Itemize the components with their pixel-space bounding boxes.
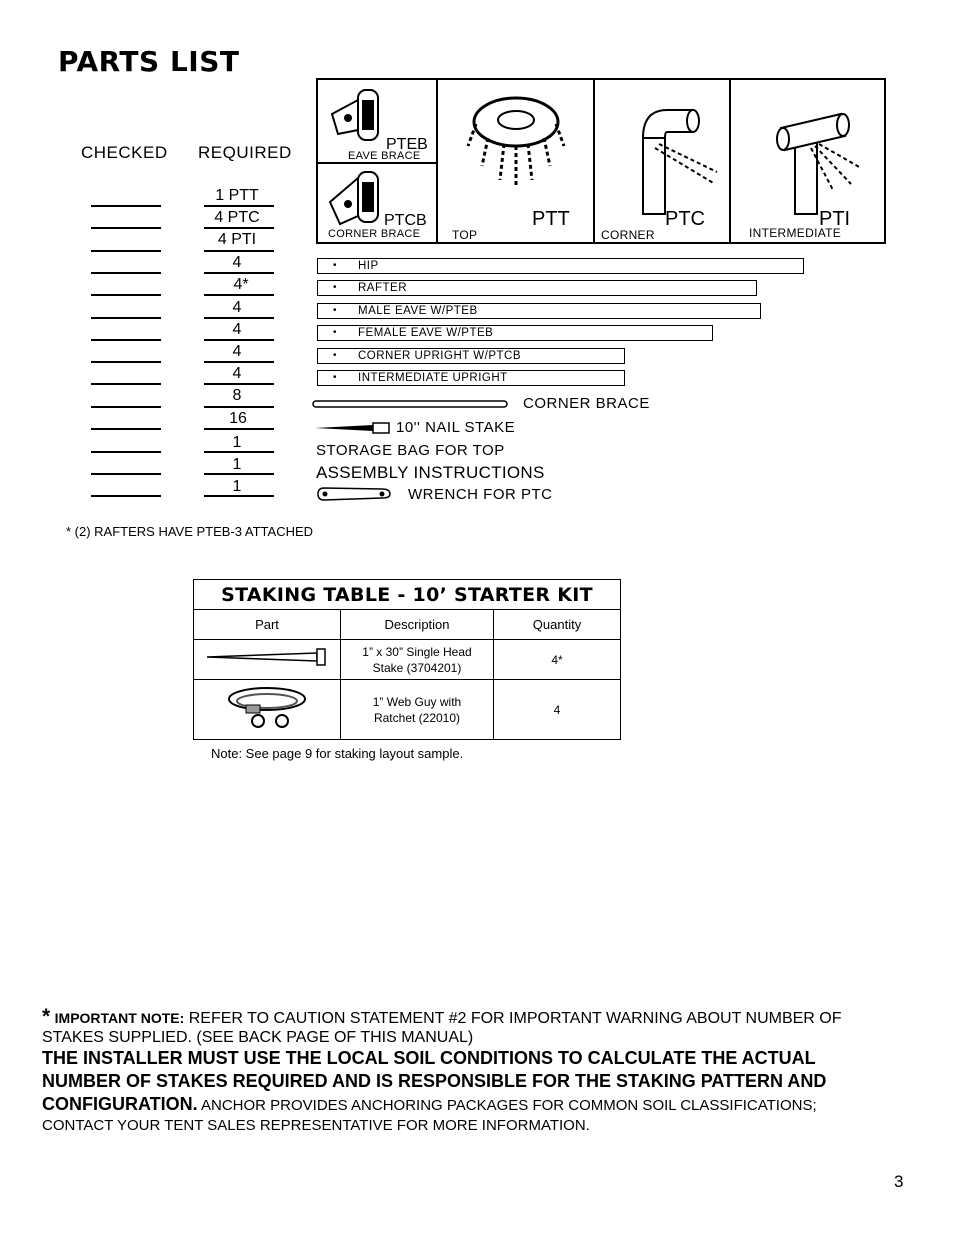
- pteb-box: [316, 78, 438, 164]
- checkbox-line[interactable]: [91, 451, 161, 453]
- pole-dot: •: [333, 372, 338, 383]
- checkbox-line[interactable]: [91, 406, 161, 408]
- required-header: REQUIRED: [198, 143, 292, 162]
- page-number: 3: [894, 1172, 904, 1191]
- ptcb-code: PTCB: [384, 212, 427, 229]
- anchor-text: CONTACT YOUR TENT SALES REPRESENTATIVE FOR MORE INFORMATION.: [42, 1117, 590, 1134]
- pole-label: HIP: [358, 260, 379, 272]
- pole-dot: •: [333, 350, 338, 361]
- installer-warning: THE INSTALLER MUST USE THE LOCAL SOIL CONDITIONS TO CALCULATE THE ACTUAL: [42, 1048, 816, 1068]
- checkbox-line[interactable]: [91, 339, 161, 341]
- required-qty: 4 PTC: [214, 209, 260, 226]
- anchor-text: ANCHOR PROVIDES ANCHORING PACKAGES FOR COMMON SOIL CLASSIFICATIONS;: [197, 1097, 817, 1114]
- staking-note: Note: See page 9 for staking layout sample.: [211, 746, 464, 761]
- pole-label: MALE EAVE W/PTEB: [358, 305, 478, 317]
- staking-table: [193, 579, 621, 740]
- quantity-cell: 4: [494, 680, 621, 740]
- required-qty: 4: [232, 343, 242, 360]
- table-row: [194, 680, 621, 740]
- intermediate-fitting-icon: [751, 88, 881, 218]
- required-qty: 1: [232, 434, 242, 451]
- pole-dot: •: [333, 327, 338, 338]
- pti-label: INTERMEDIATE: [749, 226, 842, 240]
- checkbox-line[interactable]: [91, 250, 161, 252]
- col-header-quantity: Quantity: [494, 610, 621, 640]
- important-label: IMPORTANT NOTE:: [54, 1010, 185, 1026]
- required-qty: 1: [232, 478, 242, 495]
- pole-label: INTERMEDIATE UPRIGHT: [358, 372, 508, 384]
- part-image-cell: [194, 640, 341, 680]
- required-qty: 4*: [233, 276, 249, 293]
- required-qty: 1 PTT: [215, 187, 259, 204]
- required-underline: [204, 272, 274, 274]
- nail-stake-label: 10'' NAIL STAKE: [396, 419, 516, 436]
- required-underline: [204, 406, 274, 408]
- required-underline: [204, 227, 274, 229]
- storage-bag-label: STORAGE BAG FOR TOP: [316, 442, 505, 459]
- pteb-code: PTEB: [386, 136, 428, 153]
- wrench-icon: [316, 486, 392, 502]
- installer-warning: CONFIGURATION.: [42, 1094, 198, 1114]
- description-line: Ratchet (22010): [373, 710, 461, 725]
- required-qty: 16: [229, 410, 247, 427]
- checkbox-line[interactable]: [91, 205, 161, 207]
- checkbox-line[interactable]: [91, 473, 161, 475]
- required-qty: 4: [232, 321, 242, 338]
- required-qty: 4: [232, 365, 242, 382]
- required-underline: [204, 361, 274, 363]
- col-header-part: Part: [194, 610, 341, 640]
- required-qty: 4: [232, 299, 242, 316]
- important-text: REFER TO CAUTION STATEMENT #2 FOR IMPORTANT WARNING ABOUT NUMBER OF: [184, 1010, 842, 1027]
- ptc-code: PTC: [665, 208, 705, 230]
- ptt-box: [436, 78, 595, 244]
- checked-header: CHECKED: [81, 143, 168, 162]
- description-line: 1” Web Guy with: [372, 694, 462, 709]
- assembly-label: ASSEMBLY INSTRUCTIONS: [316, 463, 545, 482]
- male-eave-pole: [317, 303, 761, 319]
- pteb-label: EAVE BRACE: [348, 150, 421, 162]
- checkbox-line[interactable]: [91, 272, 161, 274]
- pti-box: [729, 78, 886, 244]
- checkbox-line[interactable]: [91, 495, 161, 497]
- pti-code: PTI: [819, 208, 851, 230]
- pole-label: FEMALE EAVE W/PTEB: [358, 327, 494, 339]
- checkbox-line[interactable]: [91, 428, 161, 430]
- description-line: Stake (3704201): [372, 660, 462, 675]
- parts-footnote: * (2) RAFTERS HAVE PTEB-3 ATTACHED: [66, 524, 314, 539]
- checkbox-line[interactable]: [91, 317, 161, 319]
- rafter-pole: [317, 280, 757, 296]
- important-star: *: [42, 1005, 51, 1028]
- pole-dot: •: [333, 260, 338, 271]
- ptc-label: CORNER: [601, 228, 655, 242]
- pole-dot: •: [333, 305, 338, 316]
- required-underline: [204, 339, 274, 341]
- top-fitting-icon: [456, 88, 576, 208]
- important-note: [42, 1007, 922, 1135]
- ptt-code: PTT: [532, 208, 570, 230]
- checkbox-line[interactable]: [91, 294, 161, 296]
- ptcb-box: [316, 162, 438, 244]
- corner-brace-icon: [311, 397, 511, 411]
- col-header-description: Description: [341, 610, 494, 640]
- web-guy-ratchet-icon: [224, 681, 310, 733]
- corner-brace-label: CORNER BRACE: [523, 395, 650, 412]
- nail-stake-icon: [313, 421, 393, 435]
- required-underline: [204, 250, 274, 252]
- required-qty: 8: [232, 387, 242, 404]
- required-underline: [204, 428, 274, 430]
- important-text: STAKES SUPPLIED. (SEE BACK PAGE OF THIS MANUAL): [42, 1029, 474, 1046]
- required-underline: [204, 205, 274, 207]
- quantity-cell: 4*: [494, 640, 621, 680]
- staking-table-title: STAKING TABLE - 10’ STARTER KIT: [194, 580, 621, 610]
- required-qty: 4: [232, 254, 242, 271]
- female-eave-pole: [317, 325, 713, 341]
- pole-dot: •: [333, 282, 338, 293]
- required-underline: [204, 383, 274, 385]
- intermediate-upright-pole: [317, 370, 625, 386]
- corner-upright-pole: [317, 348, 625, 364]
- table-row: [194, 640, 621, 680]
- single-head-stake-icon: [205, 646, 329, 668]
- checkbox-line[interactable]: [91, 227, 161, 229]
- required-underline: [204, 317, 274, 319]
- pole-label: RAFTER: [358, 282, 407, 294]
- description-line: 1” x 30” Single Head: [362, 644, 472, 659]
- ptcb-label: CORNER BRACE: [328, 228, 421, 240]
- part-image-cell: [194, 680, 341, 740]
- checkbox-line[interactable]: [91, 383, 161, 385]
- wrench-label: WRENCH FOR PTC: [408, 486, 553, 503]
- page-title: PARTS LIST: [58, 45, 240, 78]
- ptt-label: TOP: [452, 228, 478, 242]
- description-cell: [341, 640, 494, 680]
- required-qty: 4 PTI: [217, 231, 257, 248]
- checkbox-line[interactable]: [91, 361, 161, 363]
- pole-label: CORNER UPRIGHT W/PTCB: [358, 350, 521, 362]
- ptc-box: [593, 78, 731, 244]
- required-qty: 1: [232, 456, 242, 473]
- installer-warning: NUMBER OF STAKES REQUIRED AND IS RESPONSIBLE FOR THE STAKING PATTERN AND: [42, 1071, 827, 1091]
- hip-pole: [317, 258, 804, 274]
- required-underline: [204, 294, 274, 296]
- description-cell: [341, 680, 494, 740]
- corner-fitting-icon: [615, 88, 725, 218]
